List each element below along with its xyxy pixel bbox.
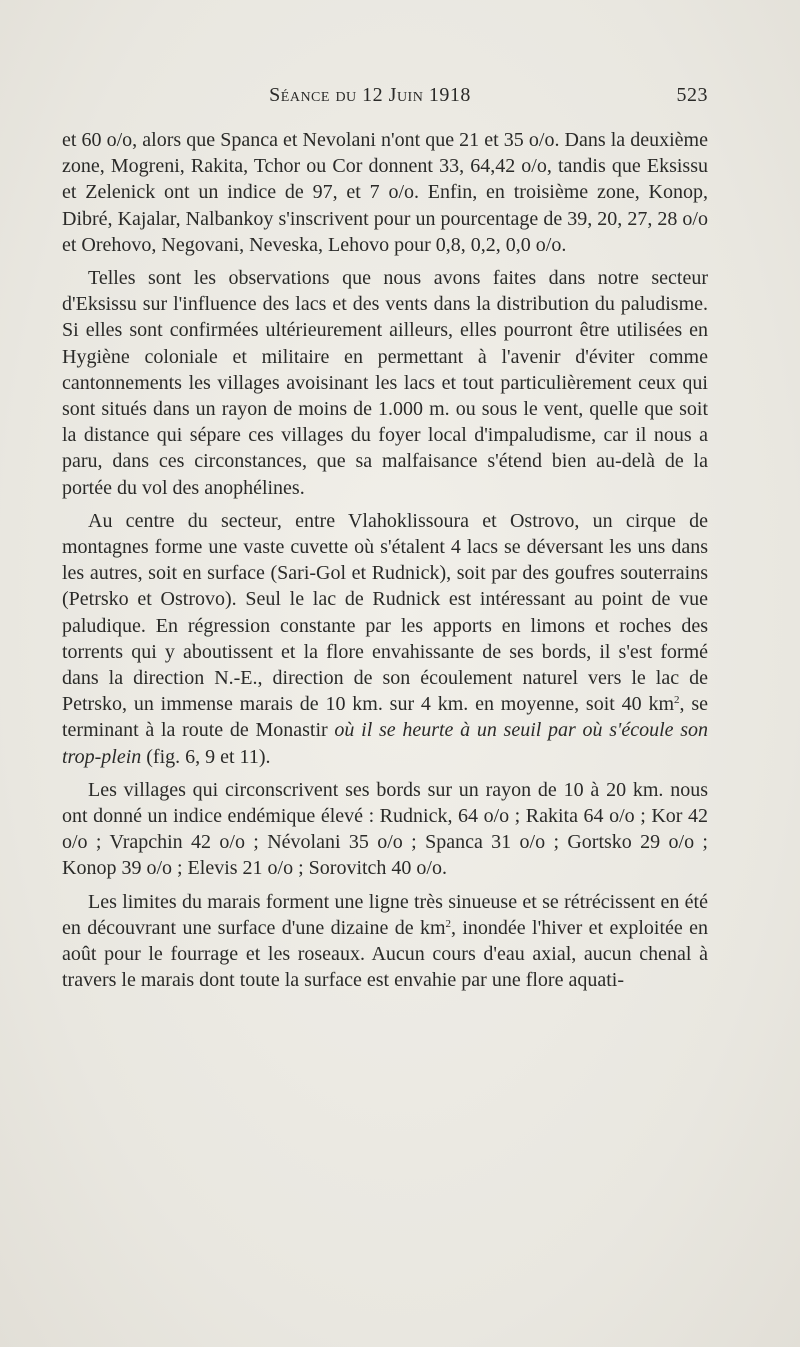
paragraph-5 <box>62 889 708 994</box>
running-head <box>62 84 708 114</box>
body-text <box>62 127 708 1001</box>
paragraph-5-text: Les limites du marais forment une ligne très sinueuse et se rétrécissent en été en découvrant une surface d'une dizaine de km <box>62 890 708 939</box>
paragraph-4: Les villages qui circonscrivent ses bords sur un rayon de 10 à 20 km. nous ont donné un indice endémique élevé : Rudnick, 64 o/o ; Rakita 64 o/o ; Kor 42 o/o ; Vrapchin 42 o/o ; Névolani 35 o/o ; Spanca 31 o/o ; Gortsko 29 o/o ; Konop 39 o/o ; Elevis 21 o/o ; Sorovitch 40 o/o. <box>62 778 708 880</box>
italic-phrase: où il se heurte à un seuil par où s'écoule son trop-plein <box>62 719 708 768</box>
page-number: 523 <box>676 84 708 106</box>
paragraph-3 <box>62 508 708 770</box>
paragraph-5-continuation: , inondée l'hiver et exploitée en août pour le fourrage et les roseaux. Aucun cours d'eau axial, aucun chenal à travers le marais dont toute la surface est envahie par une flore aquati- <box>62 916 708 992</box>
paragraph-3-continuation: , se terminant à la route de Monastir <box>62 693 708 742</box>
paragraph-3-text: Au centre du secteur, entre Vlahoklissoura et Ostrovo, un cirque de montagnes forme une vaste cuvette où s'étalent 4 lacs se déversant les uns dans les autres, soit en surface (Sari-Gol et Rudnick), soit par des goufres souterrains (Petrsko et Ostrovo). Seul le lac de Rudnick est intéressant au point de vue paludique. En régression constante par les apports en limons et roches des torrents qui y aboutissent et la flore envahissante de ses bords, il s'est formé dans la direction N.-E., direction de son écoulement naturel vers le lac de Petrsko, un immense marais de 10 km. sur 4 km. en moyenne, soit 40 km <box>62 509 708 716</box>
running-title: Séance du 12 Juin 1918 <box>269 84 471 106</box>
paragraph-2: Telles sont les observations que nous avons faites dans notre secteur d'Eksissu sur l'influence des lacs et des vents dans la distribution du paludisme. Si elles sont confirmées ultérieurement ailleurs, elles pourront être utilisées en Hygiène coloniale et militaire en permettant à l'avenir d'éviter comme cantonnements les villages avoisinant les lacs et tout particulièrement ceux qui sont situés dans un rayon de moins de 1.000 m. ou sous le vent, quelle que soit la distance qui sépare ces villages du foyer local d'impaludisme, car il nous a paru, dans ces circonstances, que sa malfaisance s'étend bien au-delà de la portée du vol des anophélines. <box>62 267 708 499</box>
figure-reference: (fig. 6, 9 et 11). <box>141 745 271 768</box>
paragraph-1: et 60 o/o, alors que Spanca et Nevolani n'ont que 21 et 35 o/o. Dans la deuxième zone, Mogreni, Rakita, Tchor ou Cor donnent 33, 64,42 o/o, tandis que Eksissu et Zelenick ont un indice de 97, et 7 o/o. Enfin, en troisième zone, Konop, Dibré, Kajalar, Nalbankoy s'inscrivent pour un pourcentage de 39, 20, 27, 28 o/o et Orehovo, Negovani, Neveska, Lehovo pour 0,8, 0,2, 0,0 o/o. <box>62 129 708 256</box>
superscript-2: 2 <box>445 917 452 930</box>
superscript-2: 2 <box>674 694 680 707</box>
